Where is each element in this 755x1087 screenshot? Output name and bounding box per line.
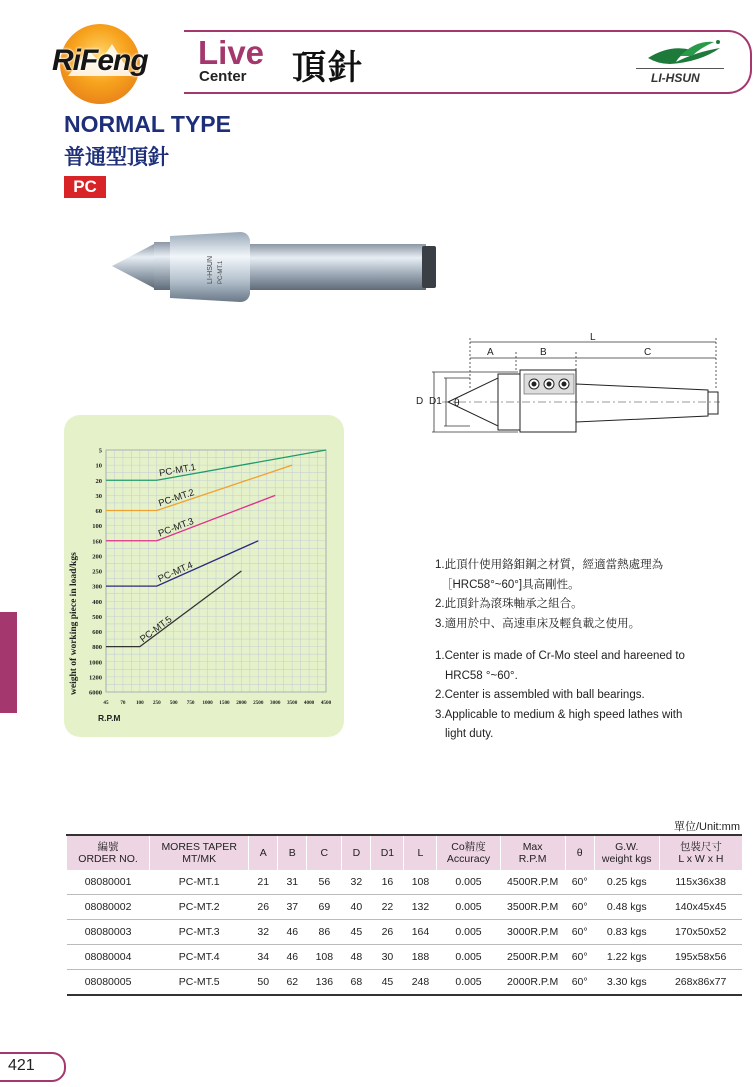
chart-ytick-label: 600 xyxy=(92,629,102,636)
table-header-text: G.W. xyxy=(615,841,639,853)
diagram-label-c: C xyxy=(644,347,652,358)
table-cell: 188 xyxy=(404,945,437,970)
table-cell: 60° xyxy=(565,895,594,920)
table-cell: 08080004 xyxy=(67,945,150,970)
chart-xtick-label: 2000 xyxy=(236,700,247,706)
side-tab xyxy=(0,612,17,713)
table-cell: 140x45x45 xyxy=(659,895,742,920)
table-cell: PC-MT.3 xyxy=(150,920,249,945)
note-cn-line: 1.此頂什使用鉻鉬鋼之材質，經適當熱處理為 xyxy=(435,559,664,571)
table-row xyxy=(67,920,743,945)
note-en-line: HRC58 °~60°. xyxy=(445,669,518,682)
table-header-text: R.P.M xyxy=(518,853,547,865)
table-header-text: C xyxy=(320,847,329,859)
table-cell: 0.005 xyxy=(437,920,500,945)
chart-xlabel: R.P.M xyxy=(98,713,121,723)
table-cell: 26 xyxy=(371,920,404,945)
table-header-cell xyxy=(371,835,404,870)
table-cell: 115x36x38 xyxy=(659,870,742,895)
table-cell: 32 xyxy=(249,920,278,945)
chart-xtick-label: 1500 xyxy=(219,700,230,706)
table-header-cell xyxy=(342,835,371,870)
table-cell: 0.005 xyxy=(437,895,500,920)
chart-series-label: PC-MT.5 xyxy=(138,614,175,646)
table-cell: PC-MT.1 xyxy=(150,870,249,895)
spec-table xyxy=(66,834,742,996)
table-header-cell xyxy=(594,835,659,870)
table-cell: 3000R.P.M xyxy=(500,920,565,945)
table-header-cell xyxy=(278,835,307,870)
table-cell: 08080002 xyxy=(67,895,150,920)
table-cell: 195x58x56 xyxy=(659,945,742,970)
table-cell: 132 xyxy=(404,895,437,920)
table-cell: 268x86x77 xyxy=(659,970,742,996)
table-header-text: L x W x H xyxy=(678,853,724,865)
table-cell: 3.30 kgs xyxy=(594,970,659,996)
chart-ytick-label: 1200 xyxy=(89,674,102,682)
table-header-cell xyxy=(500,835,565,870)
table-cell: 0.48 kgs xyxy=(594,895,659,920)
chart-ytick-label: 200 xyxy=(92,553,102,561)
table-cell: 08080005 xyxy=(67,970,150,996)
chart-ytick-label: 20 xyxy=(95,477,102,485)
table-cell: 40 xyxy=(342,895,371,920)
note-en-line: light duty. xyxy=(445,728,494,740)
chart-xtick-label: 3500 xyxy=(286,700,298,706)
table-header-cell xyxy=(437,835,500,870)
table-header-text: θ xyxy=(576,847,583,859)
unit-label: 單位/Unit:mm xyxy=(674,821,740,833)
table-cell: 62 xyxy=(278,970,307,996)
table-header-cell xyxy=(404,835,437,870)
chart-xtick-label: 3000 xyxy=(270,700,281,706)
table-header-text: MORES TAPER xyxy=(161,841,237,853)
chart-xtick-label: 4000 xyxy=(303,700,315,706)
chart-xtick-label: 45 xyxy=(103,700,109,706)
li-hsun-underline xyxy=(636,68,724,69)
table-header-text: B xyxy=(288,847,296,859)
table-cell: 08080003 xyxy=(67,920,150,945)
table-cell: 170x50x52 xyxy=(659,920,742,945)
li-hsun-bird-icon xyxy=(640,36,730,70)
table-cell: 50 xyxy=(249,970,278,996)
table-header-text: Accuracy xyxy=(446,853,491,865)
table-body xyxy=(67,870,743,995)
table-header-text: Max xyxy=(522,841,543,853)
table-cell: 108 xyxy=(404,870,437,895)
chart-ytick-label: 100 xyxy=(92,523,102,531)
table-cell: 21 xyxy=(249,870,278,895)
table-header-cell xyxy=(150,835,249,870)
table-cell: 16 xyxy=(371,870,404,895)
load-rpm-chart xyxy=(64,415,344,737)
notes-english xyxy=(435,647,685,745)
table-row xyxy=(67,895,743,920)
table-header-text: A xyxy=(259,847,267,859)
chart-series-label: PC-MT.3 xyxy=(156,516,196,540)
chart-ytick-label: 160 xyxy=(92,538,102,546)
header-title-live: Live xyxy=(198,34,265,71)
chart-series-label: PC-MT.2 xyxy=(157,487,196,510)
chart-xtick-label: 750 xyxy=(186,700,195,706)
note-cn-line: ［HRC58°~60°]具高剛性。 xyxy=(441,578,580,591)
table-header-text: weight kgs xyxy=(601,853,652,865)
chart-ytick-label: 300 xyxy=(92,583,102,591)
table-cell: 248 xyxy=(404,970,437,996)
table-cell: 0.25 kgs xyxy=(594,870,659,895)
note-cn-line: 3.適用於中、高速車床及輕負載之使用。 xyxy=(435,617,641,630)
note-en-line: 2.Center is assembled with ball bearings. xyxy=(435,689,645,701)
table-row xyxy=(67,945,743,970)
table-cell: 0.83 kgs xyxy=(594,920,659,945)
table-header-cell xyxy=(307,835,342,870)
table-header-row xyxy=(67,835,743,870)
chart-ytick-label: 6000 xyxy=(89,689,102,697)
table-header-text: 編號 xyxy=(97,841,119,853)
note-en-line: 3.Applicable to medium & high speed lathes with xyxy=(435,708,683,721)
chart-ytick-label: 1000 xyxy=(89,659,102,667)
chart-xtick-label: 1000 xyxy=(202,700,213,706)
table-cell: 1.22 kgs xyxy=(594,945,659,970)
chart-ytick-label: 60 xyxy=(95,508,102,515)
table-cell: 164 xyxy=(404,920,437,945)
table-header-text: ORDER NO. xyxy=(78,853,138,865)
rifeng-logo-text: RiFeng xyxy=(52,44,148,77)
product-title-cn: 普通型頂針 xyxy=(64,146,169,169)
chart-ytick-label: 250 xyxy=(92,568,102,576)
li-hsun-logo-text: LI-HSUN xyxy=(651,71,700,85)
table-cell: 108 xyxy=(307,945,342,970)
live-center-photo xyxy=(110,226,440,311)
diagram-label-d: D xyxy=(416,396,424,407)
diagram-label-a: A xyxy=(487,347,494,358)
table-cell: 46 xyxy=(278,945,307,970)
table-cell: 2500R.P.M xyxy=(500,945,565,970)
table-cell: 48 xyxy=(342,945,371,970)
diagram-label-d1: D1 xyxy=(429,396,442,407)
notes-chinese xyxy=(435,556,663,634)
table-cell: 31 xyxy=(278,870,307,895)
table-cell: 08080001 xyxy=(67,870,150,895)
table-cell: PC-MT.4 xyxy=(150,945,249,970)
chart-ytick-label: 500 xyxy=(92,613,102,621)
chart-ytick-label: 400 xyxy=(92,598,102,606)
table-cell: 60° xyxy=(565,920,594,945)
table-cell: 26 xyxy=(249,895,278,920)
table-cell: PC-MT.5 xyxy=(150,970,249,996)
chart-ytick-label: 30 xyxy=(95,492,102,500)
table-cell: 56 xyxy=(307,870,342,895)
table-cell: 60° xyxy=(565,870,594,895)
chart-xtick-label: 4500 xyxy=(320,700,332,706)
chart-xtick-label: 70 xyxy=(120,700,126,706)
table-header-text: Co精度 xyxy=(451,841,486,853)
photo-marking-brand: LI-HSUN xyxy=(207,255,214,284)
table-row xyxy=(67,870,743,895)
table-header-text: D xyxy=(352,847,361,859)
table-header-cell xyxy=(659,835,742,870)
chart-ytick-label: 800 xyxy=(92,644,102,652)
table-cell: 30 xyxy=(371,945,404,970)
chart-xtick-label: 2500 xyxy=(253,700,264,706)
table-header-text: D1 xyxy=(380,847,395,859)
diagram-label-l: L xyxy=(590,332,596,343)
dimension-diagram xyxy=(408,330,728,440)
table-row xyxy=(67,970,743,996)
product-code-badge: PC xyxy=(64,176,106,198)
table-cell: 136 xyxy=(307,970,342,996)
chart-series-label: PC-MT.4 xyxy=(156,559,195,585)
table-cell: 0.005 xyxy=(437,870,500,895)
chart-xtick-label: 250 xyxy=(152,700,161,706)
diagram-label-b: B xyxy=(540,347,547,358)
table-cell: 4500R.P.M xyxy=(500,870,565,895)
table-cell: 46 xyxy=(278,920,307,945)
chart-ytick-label: 10 xyxy=(95,462,102,470)
table-cell: 37 xyxy=(278,895,307,920)
diagram-label-theta: θ xyxy=(454,398,460,409)
table-cell: 45 xyxy=(371,970,404,996)
chart-series-label: PC-MT.1 xyxy=(158,461,197,480)
product-title-en: NORMAL TYPE xyxy=(64,111,231,137)
chart-xtick-label: 100 xyxy=(135,700,144,706)
table-header-cell xyxy=(565,835,594,870)
table-header-text: MT/MK xyxy=(182,853,217,865)
header-title-center: Center xyxy=(199,68,247,85)
table-cell: 68 xyxy=(342,970,371,996)
header-title-cn: 頂針 xyxy=(292,49,364,87)
table-header-text: L xyxy=(417,847,424,859)
page-number: 421 xyxy=(8,1057,35,1074)
table-header-cell xyxy=(249,835,278,870)
table-cell: 0.005 xyxy=(437,945,500,970)
table-header-cell xyxy=(67,835,150,870)
table-cell: 34 xyxy=(249,945,278,970)
photo-marking-model: PC-MT.1 xyxy=(218,260,224,284)
note-en-line: 1.Center is made of Cr-Mo steel and hareened to xyxy=(435,650,685,662)
table-cell: PC-MT.2 xyxy=(150,895,249,920)
table-cell: 45 xyxy=(342,920,371,945)
chart-xtick-label: 500 xyxy=(169,700,178,706)
table-cell: 3500R.P.M xyxy=(500,895,565,920)
table-cell: 60° xyxy=(565,945,594,970)
table-cell: 86 xyxy=(307,920,342,945)
note-cn-line: 2.此頂針為滾珠軸承之組合。 xyxy=(435,598,583,610)
table-cell: 60° xyxy=(565,970,594,996)
table-cell: 22 xyxy=(371,895,404,920)
table-cell: 32 xyxy=(342,870,371,895)
chart-ylabel: weight of working piece in load/kgs xyxy=(69,552,79,695)
chart-ytick-label: 5 xyxy=(98,447,102,455)
table-cell: 69 xyxy=(307,895,342,920)
table-header-text: 包裝尺寸 xyxy=(679,841,722,853)
table-cell: 2000R.P.M xyxy=(500,970,565,996)
table-cell: 0.005 xyxy=(437,970,500,996)
